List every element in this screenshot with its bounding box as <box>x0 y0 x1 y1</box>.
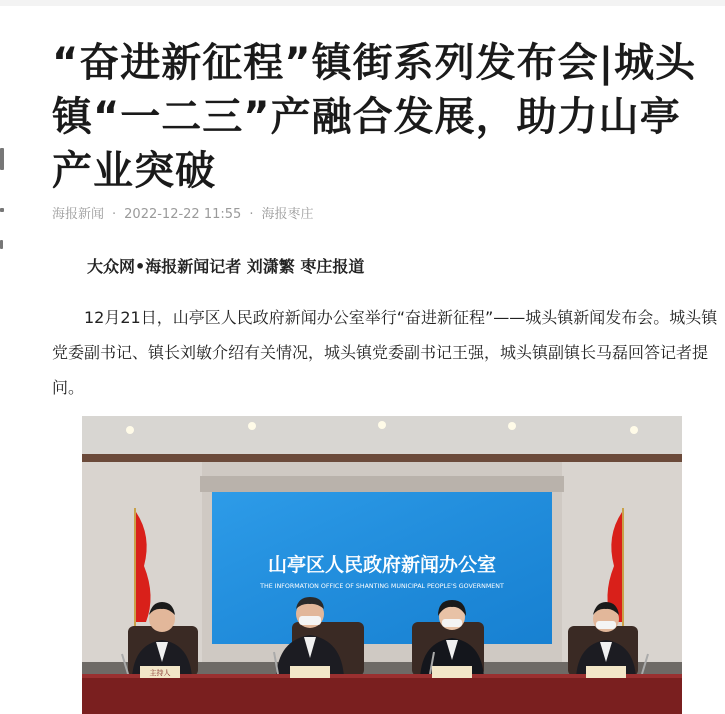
publish-datetime: 2022-12-22 11:55 <box>124 207 242 222</box>
article-paragraph: 12月21日，山亭区人民政府新闻办公室举行“奋进新征程”——城头镇新闻发布会。城头镇党委副书记、镇长刘敏介绍有关情况，城头镇党委副书记王强，城头镇副镇长马磊回答记者提问。 <box>52 308 718 397</box>
nameplate <box>290 666 330 678</box>
article-title: “奋进新征程”镇街系列发布会|城头镇“一二三”产融合发展，助力山亭产业突破 <box>52 40 697 194</box>
conference-table <box>82 674 682 714</box>
nameplate <box>432 666 472 678</box>
ceiling-light <box>508 422 516 430</box>
ceiling-light <box>248 422 256 430</box>
photo-illustration <box>82 416 682 714</box>
ceiling-light <box>126 426 134 434</box>
nameplate <box>586 666 626 678</box>
article-byline: 大众网•海报新闻记者 刘潇繁 枣庄报道 <box>87 257 365 276</box>
screen-subtitle: THE INFORMATION OFFICE OF SHANTING MUNICIPAL PEOPLE'S GOVERNMENT <box>260 583 504 590</box>
meta-separator: · <box>249 207 254 222</box>
left-edge-mark <box>0 148 4 170</box>
left-edge-mark <box>0 208 4 212</box>
meta-separator: · <box>112 207 117 222</box>
ceiling-light <box>378 421 386 429</box>
left-edge-mark <box>0 240 3 249</box>
nameplate-label: 主持人 <box>149 669 171 677</box>
top-bar <box>0 0 725 6</box>
source-link[interactable]: 海报新闻 <box>52 207 105 222</box>
ceiling-trim <box>82 454 682 462</box>
press-conference-photo <box>82 416 682 714</box>
wall-band <box>200 476 564 492</box>
channel-link[interactable]: 海报枣庄 <box>261 207 314 222</box>
article-meta <box>52 203 313 222</box>
screen-title: 山亭区人民政府新闻办公室 <box>267 554 497 576</box>
ceiling-light <box>630 426 638 434</box>
